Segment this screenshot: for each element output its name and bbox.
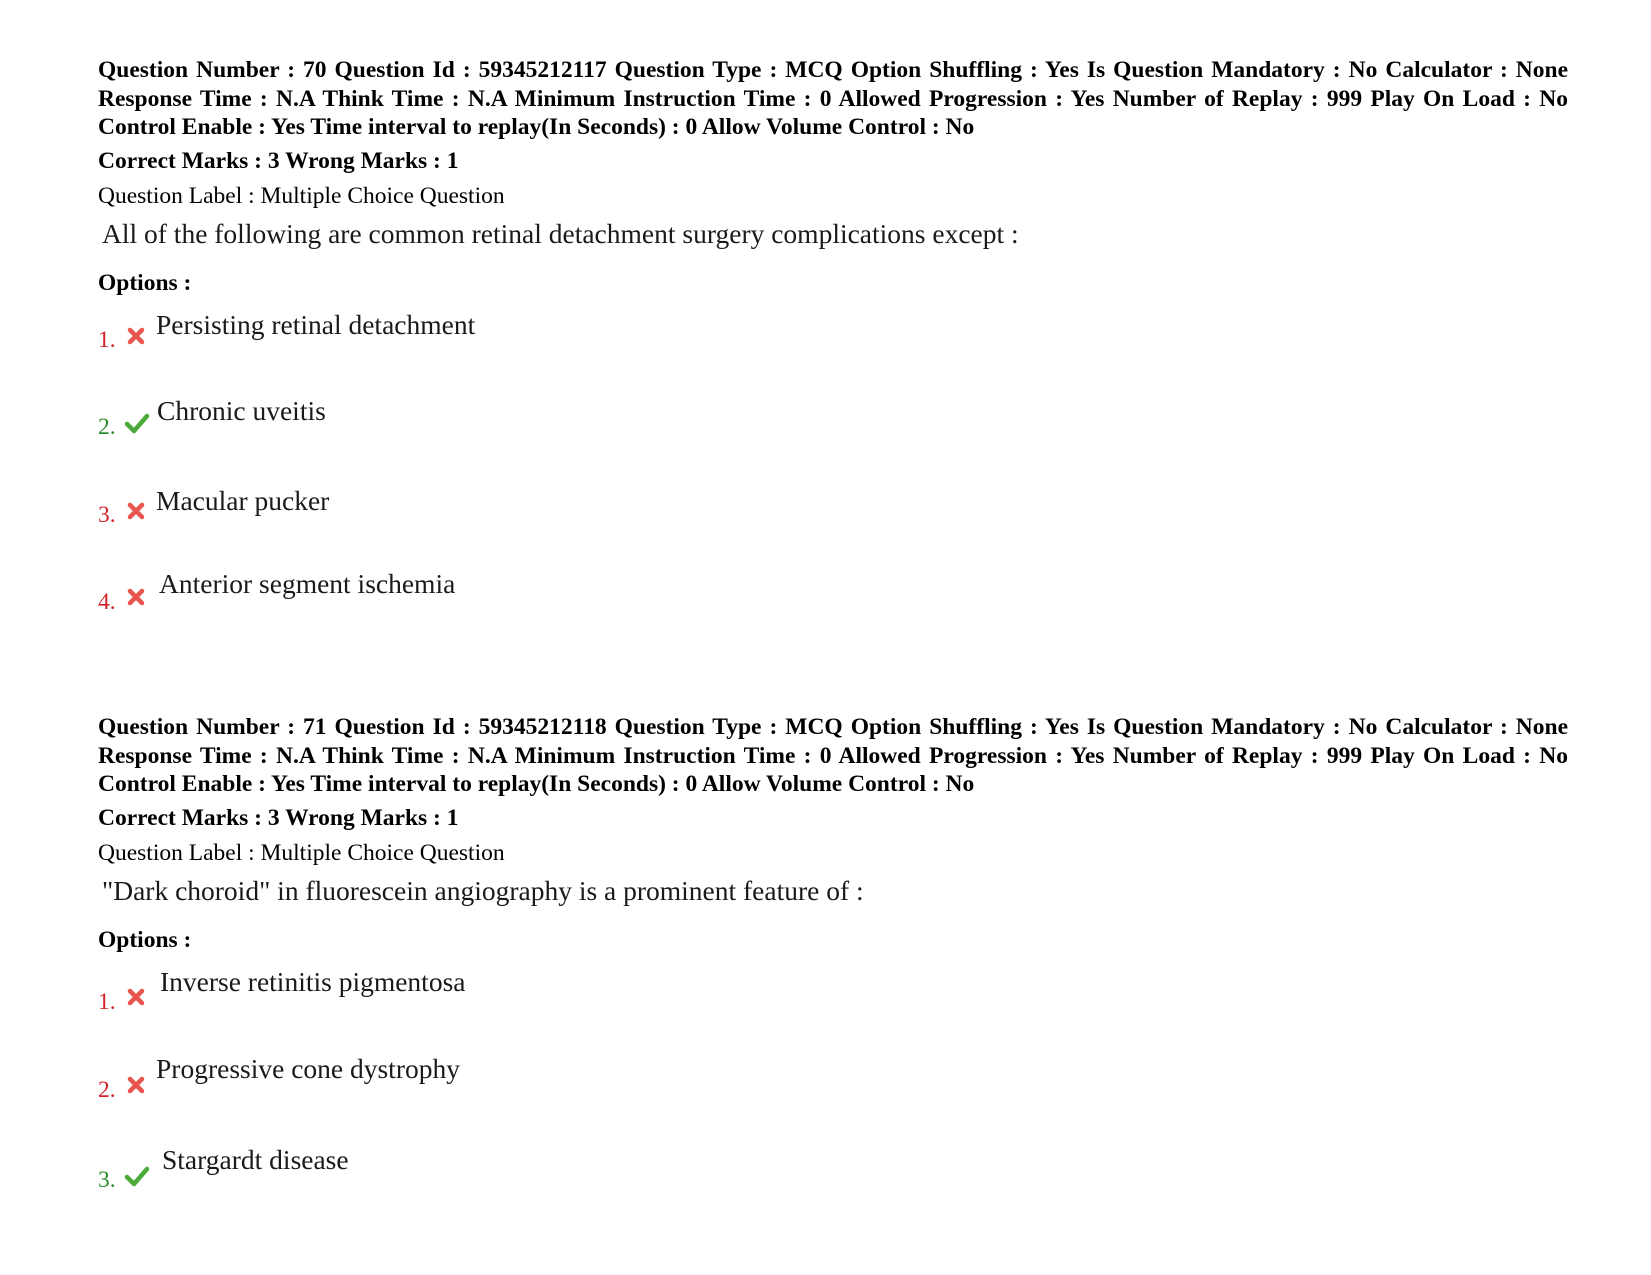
option-item: [98, 966, 1568, 1056]
cross-icon: [124, 1073, 148, 1097]
option-text: Anterior segment ischemia: [159, 567, 456, 599]
question-block-70: [98, 56, 1568, 631]
option-number: 3.: [98, 501, 116, 528]
option-number: 3.: [98, 1166, 116, 1193]
options-heading: Options :: [98, 269, 192, 296]
option-number: 2.: [98, 413, 116, 440]
question-label: Question Label : Multiple Choice Question: [98, 839, 505, 866]
question-marks: Correct Marks : 3 Wrong Marks : 1: [98, 804, 459, 831]
option-number: 4.: [98, 588, 116, 615]
option-text: Stargardt disease: [162, 1143, 349, 1175]
option-item: [98, 1143, 1568, 1206]
question-meta: Question Number : 70 Question Id : 59345212117 Question Type : MCQ Option Shuffling : Yes Is Question Mandatory : No Calculator : None Response Time : N.A Think Time : N.A Minimum Instruction Time : 0 Allowed Progression : Yes Number of Replay : 999 Play On Load : No Control Enable : Yes Time interval to replay(In Seconds) : 0 Allow Volume Control : No: [98, 57, 1568, 140]
option-text: Inverse retinitis pigmentosa: [160, 965, 466, 997]
option-item: [98, 484, 1568, 571]
check-icon: [124, 1164, 150, 1188]
options-heading: Options :: [98, 926, 192, 953]
option-item: [98, 1052, 1568, 1146]
option-text: Progressive cone dystrophy: [156, 1052, 460, 1084]
question-label: Question Label : Multiple Choice Question: [98, 182, 505, 209]
cross-icon: [124, 585, 148, 609]
option-item: [98, 567, 1568, 631]
cross-icon: [124, 985, 148, 1009]
cross-icon: [124, 499, 148, 523]
question-marks: Correct Marks : 3 Wrong Marks : 1: [98, 147, 459, 174]
option-text: Persisting retinal detachment: [156, 308, 476, 340]
question-block-71: [98, 713, 1568, 1206]
question-meta: Question Number : 71 Question Id : 59345212118 Question Type : MCQ Option Shuffling : Yes Is Question Mandatory : No Calculator : None Response Time : N.A Think Time : N.A Minimum Instruction Time : 0 Allowed Progression : Yes Number of Replay : 999 Play On Load : No Control Enable : Yes Time interval to replay(In Seconds) : 0 Allow Volume Control : No: [98, 714, 1568, 797]
option-text: Chronic uveitis: [157, 394, 326, 426]
option-text: Macular pucker: [156, 484, 330, 516]
cross-icon: [124, 324, 148, 348]
option-number: 2.: [98, 1076, 116, 1103]
question-text: All of the following are common retinal detachment surgery complications except :: [102, 217, 1019, 249]
option-number: 1.: [98, 988, 116, 1015]
question-text: "Dark choroid" in fluorescein angiography is a prominent feature of :: [102, 874, 864, 906]
check-icon: [124, 411, 150, 435]
option-item: [98, 394, 1568, 487]
option-item: [98, 309, 1568, 397]
option-number: 1.: [98, 326, 116, 353]
